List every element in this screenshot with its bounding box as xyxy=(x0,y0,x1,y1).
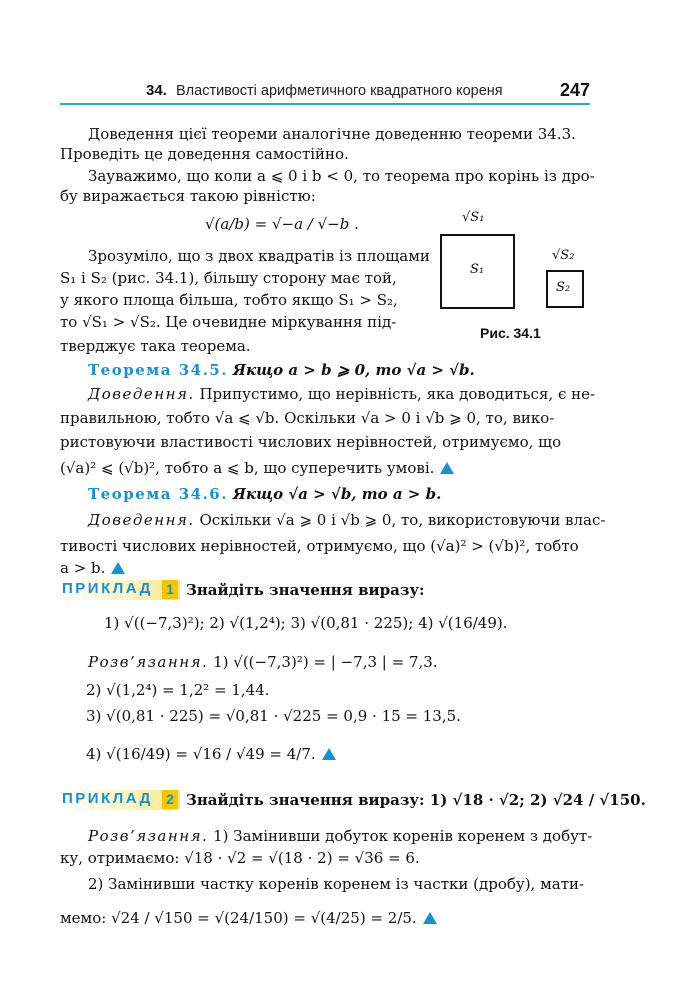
solution-line xyxy=(60,826,592,846)
proof-text: (√a)² ⩽ (√b)², тобто a ⩽ b, що суперечить умові. xyxy=(60,459,435,477)
solution-text: 4) √(16/49) = √16 / √49 = 4/7. xyxy=(86,745,316,763)
theorem-label: Теорема 34.6. xyxy=(88,485,228,503)
solution-label: Розв’язання. xyxy=(88,827,209,845)
label-sqrt-s2: √S₂ xyxy=(552,248,575,263)
solution-line xyxy=(60,652,592,672)
proof-line xyxy=(60,458,592,478)
proof-text: Припустимо, що нерівність, яка доводиться, є не- xyxy=(199,385,596,403)
example-number: 2 xyxy=(162,790,178,809)
proof-line: ристовуючи властивості числових нерівностей, отримуємо, що xyxy=(60,433,562,451)
paragraph-line: Зрозуміло, що з двох квадратів із площами xyxy=(88,247,430,265)
proof-label: Доведення. xyxy=(88,385,195,403)
solution-line: 2) √(1,2⁴) = 1,2² = 1,44. xyxy=(86,681,270,699)
example-label: ПРИКЛАД xyxy=(62,580,153,597)
end-of-proof-icon xyxy=(440,462,454,474)
end-of-proof-icon xyxy=(111,562,125,574)
theorem-statement: Якщо √a > √b, то a > b. xyxy=(232,485,442,503)
theorem-34-6 xyxy=(60,484,592,504)
paragraph-line: S₁ і S₂ (рис. 34.1), більшу сторону має той, xyxy=(60,269,397,287)
solution-line: ку, отримаємо: √18 · √2 = √(18 · 2) = √36 = 6. xyxy=(60,849,420,867)
solution-text: 1) √((−7,3)²) = | −7,3 | = 7,3. xyxy=(213,653,438,671)
formula-root-of-fraction: √(a/b) = √−a / √−b . xyxy=(205,215,359,233)
theorem-34-5 xyxy=(60,360,592,380)
proof-line xyxy=(60,558,592,578)
solution-label: Розв’язання. xyxy=(88,653,209,671)
paragraph-line: Проведіть це доведення самостійно. xyxy=(60,145,349,163)
paragraph-line: Зауважимо, що коли a ⩽ 0 і b < 0, то теорема про корінь із дро- xyxy=(88,167,595,185)
paragraph-line: бу виражається такою рівністю: xyxy=(60,187,316,205)
header-rule xyxy=(60,103,590,105)
label-sqrt-s1: √S₁ xyxy=(462,210,485,225)
solution-line: 3) √(0,81 · 225) = √0,81 · √225 = 0,9 · 15 = 13,5. xyxy=(86,707,461,725)
theorem-label: Теорема 34.5. xyxy=(88,361,228,379)
example-task: Знайдіть значення виразу: xyxy=(186,581,425,599)
solution-line xyxy=(60,908,592,928)
proof-text: a > b. xyxy=(60,559,106,577)
section-title: Властивості арифметичного квадратного кореня xyxy=(176,83,503,99)
paragraph-line: Доведення цієї теореми аналогічне доведенню теореми 34.3. xyxy=(88,125,576,143)
proof-line xyxy=(60,510,606,530)
example-number: 1 xyxy=(162,580,178,599)
figure-caption: Рис. 34.1 xyxy=(480,325,541,341)
proof-text: Оскільки √a ⩾ 0 і √b ⩾ 0, то, використовуючи влас- xyxy=(199,511,606,529)
paragraph-line: у якого площа більша, тобто якщо S₁ > S₂, xyxy=(60,291,398,309)
solution-text: 1) Замінивши добуток коренів коренем з добут- xyxy=(213,827,593,845)
solution-line xyxy=(86,744,618,764)
proof-line xyxy=(60,384,596,404)
proof-line: тивості числових нерівностей, отримуємо, що (√a)² > (√b)², тобто xyxy=(60,537,579,555)
label-s2: S₂ xyxy=(556,280,571,295)
paragraph-line: то √S₁ > √S₂. Це очевидне міркування під- xyxy=(60,313,397,331)
theorem-statement: Якщо a > b ⩾ 0, то √a > √b. xyxy=(232,361,475,379)
example-task: Знайдіть значення виразу: 1) √18 · √2; 2) √24 / √150. xyxy=(186,791,646,809)
end-of-solution-icon xyxy=(322,748,336,760)
section-number: 34. xyxy=(146,82,167,99)
proof-line: правильною, тобто √a ⩽ √b. Оскільки √a > 0 і √b ⩾ 0, то, вико- xyxy=(60,409,555,427)
solution-line: 2) Замінивши частку коренів коренем із частки (дробу), мати- xyxy=(88,875,585,893)
example-expressions: 1) √((−7,3)²); 2) √(1,2⁴); 3) √(0,81 · 225); 4) √(16/49). xyxy=(104,614,508,632)
paragraph-line: тверджує така теорема. xyxy=(60,337,251,355)
example-label: ПРИКЛАД xyxy=(62,790,153,807)
end-of-solution-icon xyxy=(423,912,437,924)
page-number: 247 xyxy=(560,80,591,100)
label-s1: S₁ xyxy=(470,262,485,277)
proof-label: Доведення. xyxy=(88,511,195,529)
solution-text: мемо: √24 / √150 = √(24/150) = √(4/25) = 2/5. xyxy=(60,909,417,927)
